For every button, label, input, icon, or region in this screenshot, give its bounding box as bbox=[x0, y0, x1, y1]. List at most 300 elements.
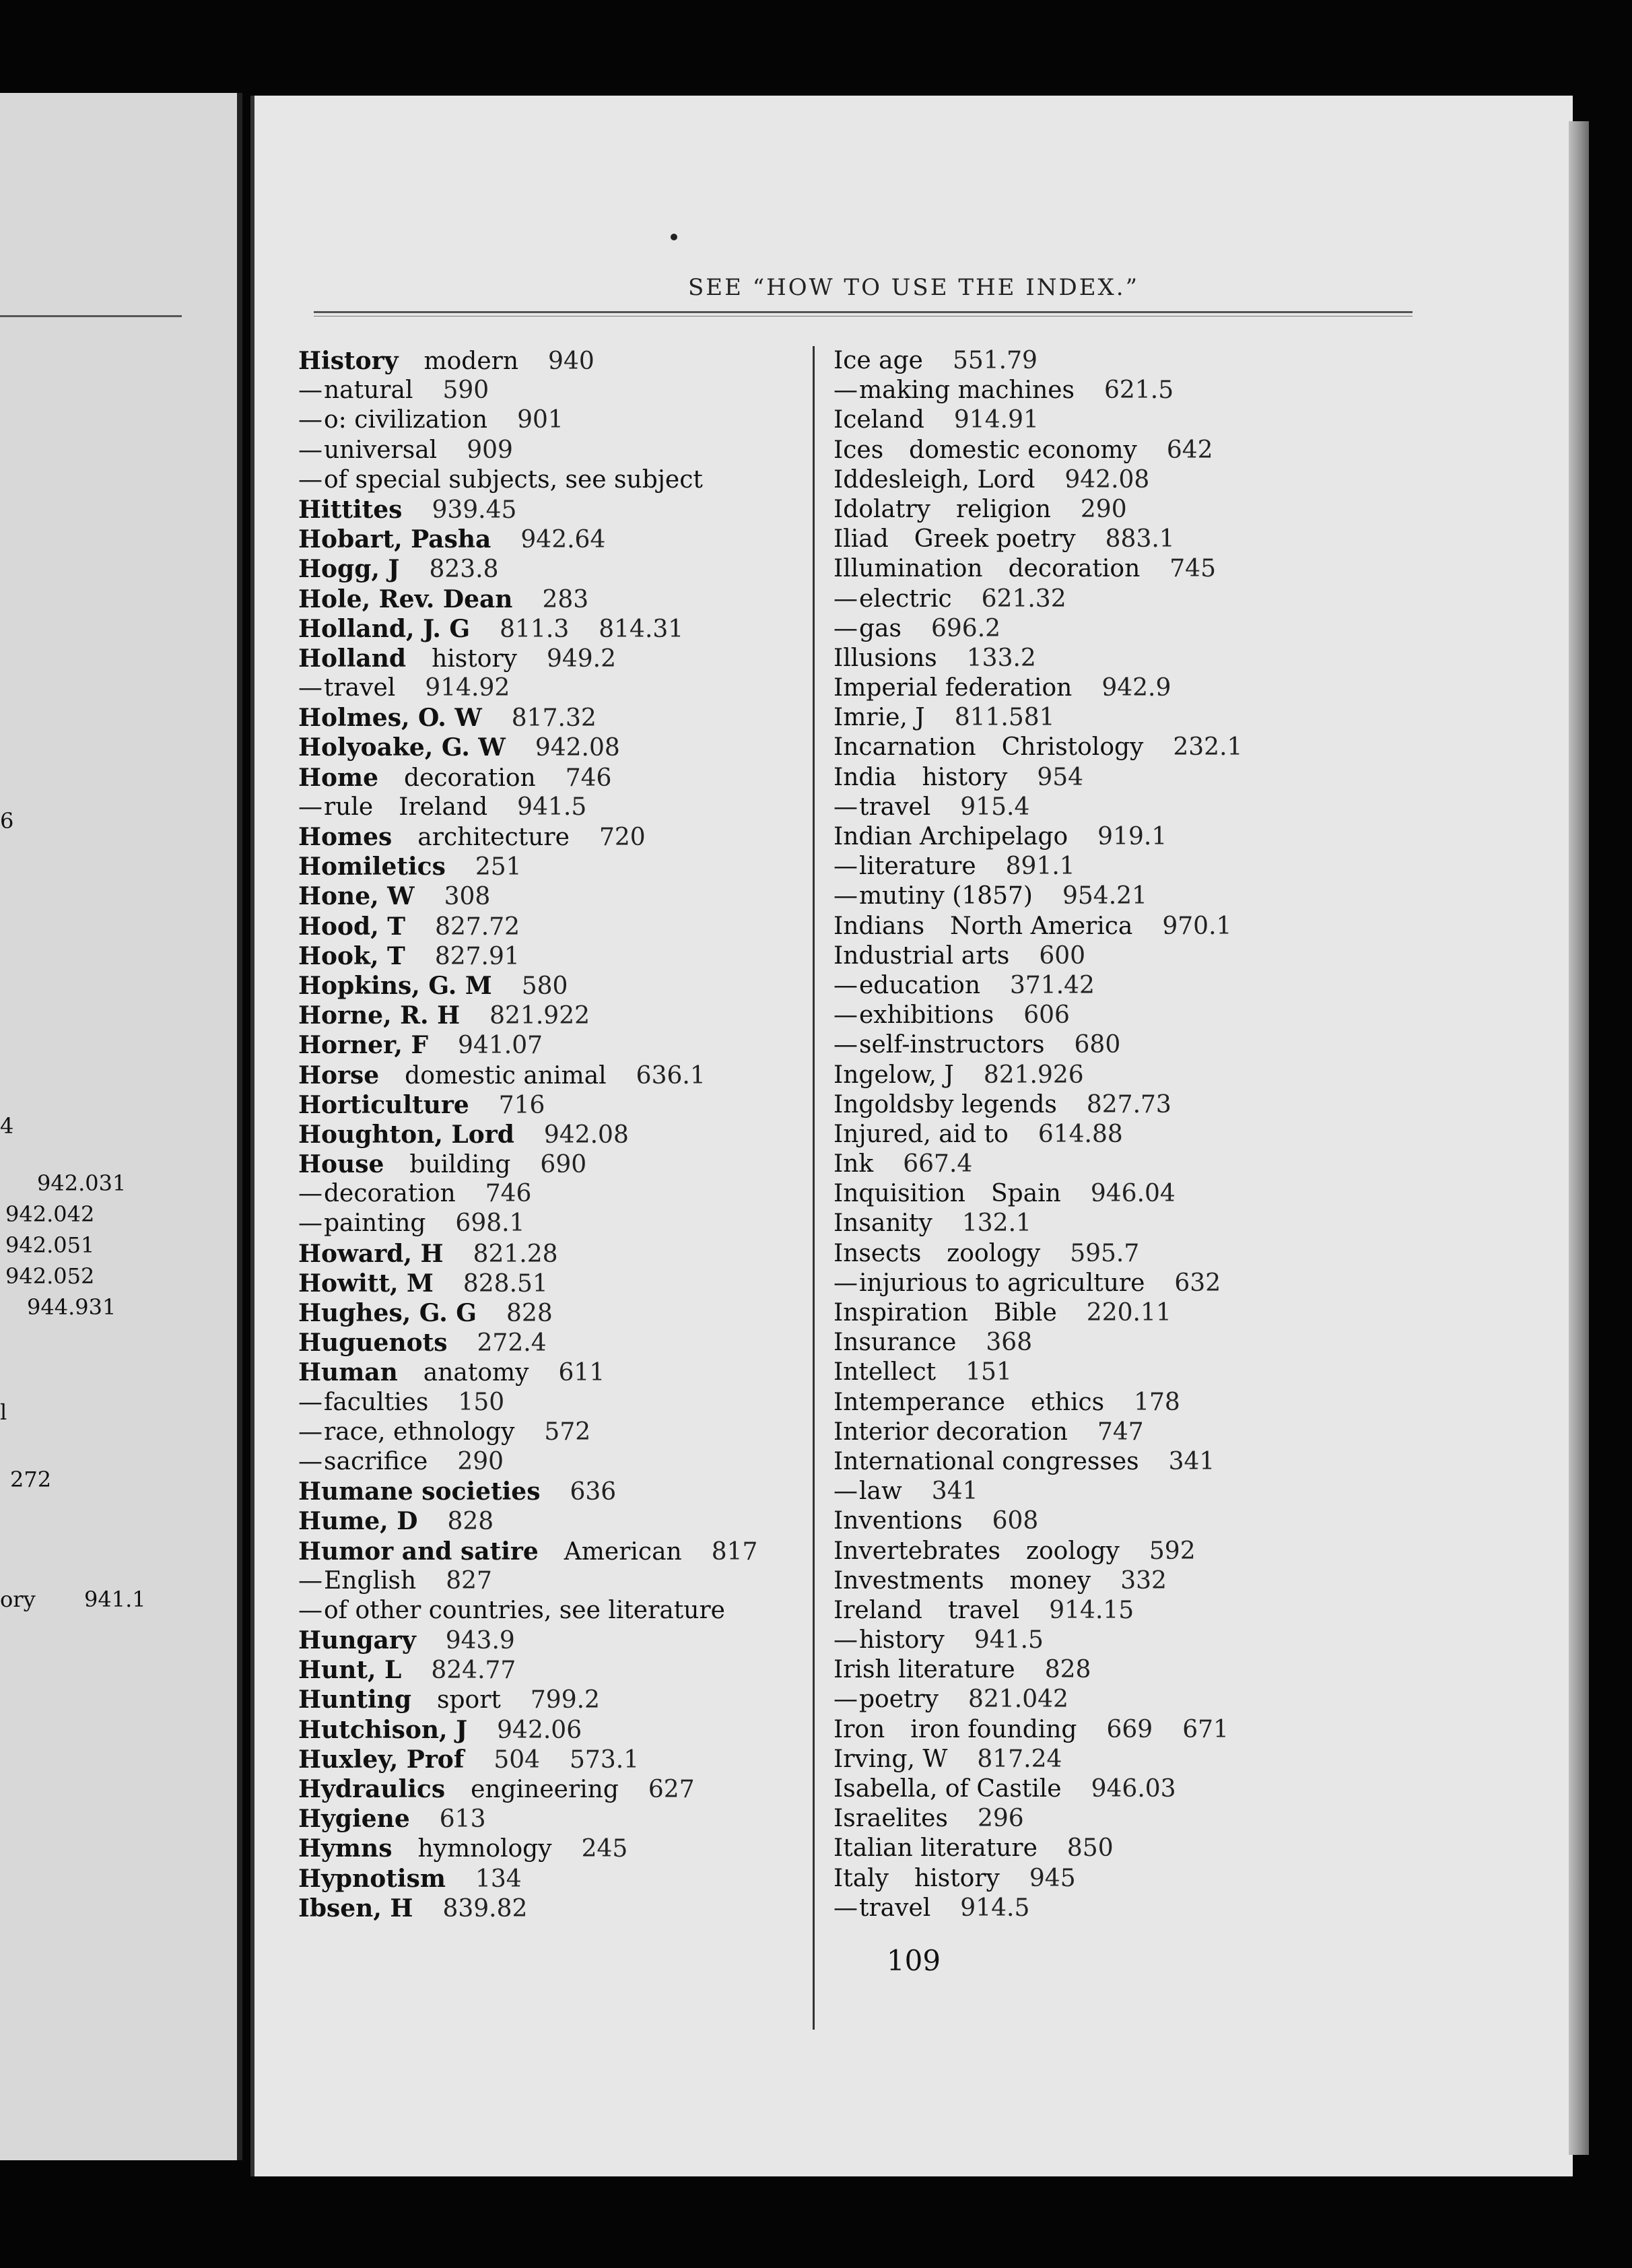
facing-page-fragment: 944.931 bbox=[27, 1294, 116, 1320]
index-entry bbox=[834, 1179, 1480, 1209]
entry-term: painting bbox=[324, 1209, 426, 1238]
index-entry bbox=[834, 1537, 1480, 1566]
index-page bbox=[250, 96, 1573, 2176]
entry-dash: — bbox=[298, 674, 322, 702]
index-entry bbox=[834, 1030, 1480, 1060]
entry-term: Homes bbox=[298, 823, 393, 851]
classification-number: 627 bbox=[648, 1776, 695, 1803]
entry-term: Illusions bbox=[834, 644, 937, 672]
classification-number: 828.51 bbox=[463, 1269, 548, 1298]
entry-term: International congresses bbox=[834, 1447, 1139, 1475]
classification-number: 850 bbox=[1066, 1834, 1114, 1863]
classification-number: 914.15 bbox=[1049, 1596, 1134, 1624]
index-entry bbox=[298, 1864, 783, 1894]
entry-term: sacrifice bbox=[324, 1447, 428, 1475]
entry-subject: Spain bbox=[990, 1180, 1061, 1208]
entry-dash: — bbox=[834, 882, 858, 910]
entry-term: Indian Archipelago bbox=[834, 823, 1068, 850]
entry-term: Inspiration bbox=[834, 1299, 968, 1327]
entry-term: Italian literature bbox=[834, 1834, 1038, 1863]
entry-dash: — bbox=[298, 1566, 322, 1595]
entry-term: Invertebrates bbox=[834, 1537, 1000, 1565]
index-entry bbox=[834, 1626, 1480, 1655]
entry-subject: decoration bbox=[1008, 555, 1141, 583]
classification-number: 636 bbox=[570, 1478, 617, 1506]
index-entry bbox=[298, 1477, 783, 1506]
entry-term: Hook, T bbox=[298, 941, 405, 970]
index-entry bbox=[298, 614, 783, 644]
index-entry bbox=[834, 1566, 1480, 1596]
entry-term: of other countries, see literature bbox=[324, 1596, 725, 1624]
entry-term: Interior decoration bbox=[834, 1418, 1068, 1446]
index-entry bbox=[834, 376, 1480, 405]
index-entry bbox=[298, 1506, 783, 1536]
classification-number: 817.32 bbox=[511, 704, 597, 733]
index-entry bbox=[298, 1626, 783, 1655]
entry-subject: hymnology bbox=[417, 1835, 552, 1863]
classification-number: 290 bbox=[457, 1447, 504, 1475]
index-entry bbox=[298, 376, 783, 405]
entry-term: Hopkins, G. M bbox=[298, 971, 492, 1000]
entry-term: Indians bbox=[834, 912, 925, 940]
classification-number: 632 bbox=[1174, 1269, 1221, 1297]
entry-term: Horse bbox=[298, 1061, 380, 1090]
classification-number: 368 bbox=[986, 1329, 1033, 1357]
classification-number: 600 bbox=[1039, 941, 1086, 970]
classification-number: 592 bbox=[1149, 1537, 1196, 1565]
entry-term: Humor and satire bbox=[298, 1537, 539, 1566]
index-entry bbox=[834, 822, 1480, 852]
index-entry bbox=[834, 793, 1480, 822]
classification-number: 942.64 bbox=[520, 526, 606, 554]
entry-dash: — bbox=[834, 614, 858, 642]
index-column-right bbox=[834, 346, 1480, 1923]
entry-term: Israelites bbox=[834, 1805, 948, 1833]
index-entry bbox=[834, 1239, 1480, 1269]
index-entry bbox=[834, 703, 1480, 733]
index-entry bbox=[834, 1388, 1480, 1418]
entry-term: natural bbox=[324, 376, 413, 405]
index-entry bbox=[834, 1061, 1480, 1090]
classification-number: 827 bbox=[446, 1566, 492, 1595]
index-entry bbox=[834, 1090, 1480, 1120]
facing-page-fragment: 4 bbox=[0, 1113, 14, 1139]
entry-term: travel bbox=[859, 793, 931, 821]
index-entry bbox=[298, 1120, 783, 1149]
column-divider bbox=[813, 346, 815, 2030]
entry-dash: — bbox=[834, 971, 858, 999]
entry-term: faculties bbox=[324, 1388, 429, 1416]
entry-term: Incarnation bbox=[834, 733, 976, 762]
classification-number: 696.2 bbox=[930, 614, 1001, 642]
entry-term: Hogg, J bbox=[298, 555, 400, 584]
entry-dash: — bbox=[834, 1031, 858, 1059]
entry-subject: modern bbox=[423, 347, 519, 375]
classification-number: 580 bbox=[521, 972, 568, 1000]
entry-term: Hobart, Pasha bbox=[298, 525, 491, 554]
facing-page-edge bbox=[0, 93, 242, 2160]
entry-term: Hungary bbox=[298, 1626, 416, 1655]
index-entry bbox=[298, 1358, 783, 1387]
classification-number: 608 bbox=[992, 1507, 1039, 1535]
index-entry bbox=[834, 852, 1480, 881]
classification-number: 941.5 bbox=[517, 793, 587, 821]
index-entry bbox=[834, 881, 1480, 911]
entry-term: Houghton, Lord bbox=[298, 1120, 514, 1149]
classification-number: 949.2 bbox=[546, 644, 616, 673]
classification-number: 669 bbox=[1106, 1715, 1153, 1743]
index-entry bbox=[834, 465, 1480, 495]
entry-term: Howitt, M bbox=[298, 1269, 434, 1298]
index-entry bbox=[834, 1477, 1480, 1506]
entry-term: universal bbox=[324, 436, 438, 464]
entry-term: Hood, T bbox=[298, 912, 406, 941]
entry-term: making machines bbox=[859, 376, 1075, 405]
entry-term: Hymns bbox=[298, 1834, 393, 1863]
index-entry bbox=[298, 1537, 783, 1566]
index-entry bbox=[834, 733, 1480, 762]
index-entry bbox=[834, 1328, 1480, 1358]
entry-term: exhibitions bbox=[859, 1001, 994, 1030]
entry-term: poetry bbox=[859, 1686, 939, 1714]
index-entry bbox=[834, 763, 1480, 793]
entry-subject: religion bbox=[955, 495, 1051, 523]
index-entry bbox=[298, 1715, 783, 1745]
index-entry bbox=[834, 1774, 1480, 1804]
entry-term: Irish literature bbox=[834, 1656, 1015, 1684]
entry-term: Illumination bbox=[834, 555, 983, 583]
classification-number: 821.28 bbox=[473, 1240, 558, 1268]
entry-term: History bbox=[298, 347, 399, 375]
entry-term: Ingoldsby legends bbox=[834, 1090, 1057, 1119]
index-entry bbox=[298, 912, 783, 941]
entry-term: Isabella, of Castile bbox=[834, 1775, 1062, 1803]
entry-term: Hunt, L bbox=[298, 1656, 402, 1685]
index-entry bbox=[298, 1685, 783, 1714]
index-entry bbox=[298, 1001, 783, 1030]
entry-term: self-instructors bbox=[859, 1031, 1045, 1059]
classification-number: 883.1 bbox=[1105, 525, 1175, 554]
index-entry bbox=[834, 1001, 1480, 1030]
entry-term: electric bbox=[859, 585, 952, 613]
classification-number: 341 bbox=[1168, 1447, 1215, 1475]
classification-number: 667.4 bbox=[903, 1150, 973, 1178]
index-entry bbox=[834, 495, 1480, 525]
entry-term: Hypnotism bbox=[298, 1864, 446, 1893]
entry-term: Investments bbox=[834, 1566, 984, 1595]
index-entry bbox=[834, 585, 1480, 614]
entry-dash: — bbox=[298, 465, 322, 494]
classification-number: 642 bbox=[1166, 436, 1213, 464]
running-head: SEE “HOW TO USE THE INDEX.” bbox=[688, 274, 1139, 301]
entry-term: Insects bbox=[834, 1239, 922, 1267]
entry-term: mutiny (1857) bbox=[859, 882, 1033, 910]
classification-number: 940 bbox=[548, 347, 594, 375]
classification-number: 746 bbox=[485, 1180, 532, 1208]
index-entry bbox=[298, 346, 783, 376]
classification-number: 954 bbox=[1037, 763, 1084, 791]
classification-number: 551.79 bbox=[952, 347, 1038, 374]
entry-term: gas bbox=[859, 614, 902, 642]
index-entry bbox=[834, 1596, 1480, 1626]
entry-dash: — bbox=[834, 585, 858, 613]
entry-term: Hume, D bbox=[298, 1507, 418, 1536]
classification-number: 942.08 bbox=[535, 734, 620, 762]
entry-term: Humane societies bbox=[298, 1477, 541, 1506]
facing-page-rule bbox=[0, 315, 182, 317]
entry-dash: — bbox=[298, 1209, 322, 1238]
classification-number: 827.72 bbox=[435, 912, 520, 941]
index-entry bbox=[298, 852, 783, 881]
index-entry bbox=[298, 1179, 783, 1209]
index-entry bbox=[834, 1834, 1480, 1863]
page-number: 109 bbox=[886, 1944, 941, 1977]
entry-term: Intellect bbox=[834, 1358, 937, 1387]
classification-number: 909 bbox=[467, 436, 513, 464]
entry-term: travel bbox=[859, 1894, 931, 1922]
entry-term: rule bbox=[324, 793, 374, 821]
entry-term: Home bbox=[298, 763, 379, 792]
entry-term: Intemperance bbox=[834, 1388, 1005, 1416]
entry-subject: engineering bbox=[471, 1776, 619, 1803]
classification-number: 573.1 bbox=[570, 1745, 640, 1774]
index-entry bbox=[834, 1894, 1480, 1923]
index-entry bbox=[298, 1834, 783, 1863]
entry-term: Ink bbox=[834, 1150, 874, 1178]
classification-number: 251 bbox=[475, 853, 522, 881]
classification-number: 827.91 bbox=[434, 942, 520, 970]
entry-term: Iliad bbox=[834, 525, 889, 554]
classification-number: 332 bbox=[1120, 1566, 1167, 1595]
entry-dash: — bbox=[298, 406, 322, 434]
classification-number: 151 bbox=[965, 1358, 1012, 1387]
entry-term: travel bbox=[324, 674, 396, 702]
index-entry bbox=[834, 1655, 1480, 1685]
entry-term: Howard, H bbox=[298, 1239, 444, 1268]
entry-subject: architecture bbox=[417, 824, 570, 851]
entry-term: Iceland bbox=[834, 406, 924, 434]
entry-dash: — bbox=[834, 853, 858, 881]
facing-page-fragment: ory bbox=[0, 1587, 36, 1612]
classification-number: 621.5 bbox=[1104, 376, 1174, 405]
index-entry bbox=[298, 1388, 783, 1418]
entry-dash: — bbox=[834, 793, 858, 821]
entry-dash: — bbox=[834, 1269, 858, 1297]
entry-term: law bbox=[859, 1477, 902, 1506]
entry-subject: sport bbox=[437, 1686, 501, 1714]
index-entry bbox=[298, 465, 783, 495]
index-entry bbox=[834, 1120, 1480, 1149]
index-entry bbox=[298, 1804, 783, 1834]
index-entry bbox=[298, 1061, 783, 1090]
entry-term: Hydraulics bbox=[298, 1775, 446, 1803]
classification-number: 814.31 bbox=[599, 615, 684, 643]
index-entry bbox=[298, 436, 783, 465]
entry-dash: — bbox=[298, 793, 322, 821]
classification-number: 341 bbox=[931, 1477, 978, 1506]
classification-number: 504 bbox=[494, 1745, 541, 1774]
index-entry bbox=[834, 525, 1480, 554]
entry-subject: anatomy bbox=[423, 1359, 529, 1387]
page-edge bbox=[1569, 121, 1589, 2155]
classification-number: 942.06 bbox=[497, 1716, 582, 1744]
index-entry bbox=[298, 1596, 783, 1626]
facing-page-fragment: l bbox=[0, 1399, 7, 1425]
entry-term: Horne, R. H bbox=[298, 1001, 461, 1030]
entry-term: Horticulture bbox=[298, 1090, 469, 1119]
classification-number: 939.45 bbox=[432, 496, 517, 524]
classification-number: 745 bbox=[1169, 555, 1216, 583]
entry-dash: — bbox=[834, 1894, 858, 1922]
entry-subject: iron founding bbox=[910, 1715, 1077, 1743]
index-column-left bbox=[298, 346, 783, 1923]
index-entry bbox=[834, 614, 1480, 644]
entry-subject: domestic animal bbox=[405, 1061, 607, 1090]
entry-term: Hygiene bbox=[298, 1805, 410, 1834]
classification-number: 823.8 bbox=[429, 556, 499, 584]
classification-number: 839.82 bbox=[442, 1894, 528, 1923]
index-entry bbox=[298, 1269, 783, 1298]
entry-term: Industrial arts bbox=[834, 941, 1010, 970]
entry-term: Hone, W bbox=[298, 882, 415, 911]
index-entry bbox=[298, 585, 783, 614]
entry-subject: history bbox=[432, 644, 517, 673]
entry-dash: — bbox=[298, 436, 322, 464]
entry-term: injurious to agriculture bbox=[859, 1269, 1145, 1297]
classification-number: 941.07 bbox=[458, 1032, 543, 1060]
facing-page-fragment: 941.1 bbox=[84, 1587, 146, 1612]
entry-dash: — bbox=[834, 1686, 858, 1714]
classification-number: 611 bbox=[558, 1359, 605, 1387]
index-entry bbox=[834, 405, 1480, 435]
index-entry bbox=[298, 405, 783, 435]
index-entry bbox=[834, 1715, 1480, 1745]
index-entry bbox=[298, 1149, 783, 1179]
entry-term: history bbox=[859, 1626, 945, 1655]
classification-number: 595.7 bbox=[1070, 1239, 1140, 1267]
index-entry bbox=[298, 763, 783, 793]
classification-number: 799.2 bbox=[530, 1686, 600, 1714]
entry-subject: American bbox=[564, 1537, 682, 1566]
entry-dash: — bbox=[298, 1447, 322, 1475]
index-entry bbox=[834, 673, 1480, 703]
classification-number: 919.1 bbox=[1097, 823, 1167, 850]
classification-number: 606 bbox=[1023, 1001, 1070, 1030]
classification-number: 232.1 bbox=[1173, 733, 1243, 762]
classification-number: 132.1 bbox=[961, 1209, 1031, 1238]
index-entry bbox=[834, 1149, 1480, 1179]
classification-number: 828 bbox=[506, 1300, 553, 1327]
classification-number: 716 bbox=[498, 1091, 545, 1119]
classification-number: 942.08 bbox=[1064, 465, 1150, 494]
classification-number: 134 bbox=[475, 1865, 522, 1893]
entry-term: Hittites bbox=[298, 495, 403, 524]
index-entry bbox=[298, 554, 783, 584]
entry-term: Inquisition bbox=[834, 1180, 965, 1208]
entry-subject: Greek poetry bbox=[914, 525, 1076, 554]
classification-number: 290 bbox=[1080, 495, 1127, 523]
entry-subject: Bible bbox=[993, 1299, 1057, 1327]
entry-term: Hutchison, J bbox=[298, 1715, 468, 1744]
index-entry bbox=[834, 1447, 1480, 1477]
entry-term: o: civilization bbox=[324, 406, 488, 434]
entry-term: Ibsen, H bbox=[298, 1894, 413, 1923]
entry-subject: building bbox=[409, 1151, 511, 1179]
entry-term: education bbox=[859, 971, 980, 999]
classification-number: 821.922 bbox=[489, 1002, 590, 1030]
index-entry bbox=[298, 822, 783, 852]
classification-number: 178 bbox=[1134, 1388, 1180, 1416]
facing-page-fragment: 942.052 bbox=[5, 1263, 95, 1289]
entry-term: of special subjects, see subject bbox=[324, 465, 703, 494]
entry-term: Holland, J. G bbox=[298, 614, 471, 643]
classification-number: 747 bbox=[1097, 1418, 1144, 1446]
index-entry bbox=[298, 1655, 783, 1685]
index-entry bbox=[298, 1774, 783, 1804]
entry-term: Holmes, O. W bbox=[298, 704, 482, 733]
entry-dash: — bbox=[298, 1596, 322, 1624]
index-entry bbox=[298, 793, 783, 822]
classification-number: 150 bbox=[458, 1388, 505, 1416]
classification-number: 746 bbox=[565, 764, 612, 792]
classification-number: 817.24 bbox=[977, 1745, 1062, 1773]
index-entry bbox=[298, 1894, 783, 1923]
entry-subject: Christology bbox=[1001, 733, 1144, 762]
index-entry bbox=[298, 1090, 783, 1120]
index-entry bbox=[834, 1269, 1480, 1298]
entry-subject: travel bbox=[947, 1596, 1020, 1624]
classification-number: 914.5 bbox=[960, 1894, 1030, 1922]
classification-number: 824.77 bbox=[431, 1657, 516, 1685]
classification-number: 308 bbox=[444, 883, 491, 911]
classification-number: 827.73 bbox=[1086, 1090, 1171, 1119]
entry-subject: ethics bbox=[1031, 1388, 1105, 1416]
entry-dash: — bbox=[834, 1001, 858, 1030]
classification-number: 296 bbox=[977, 1805, 1024, 1833]
index-entry bbox=[834, 912, 1480, 941]
entry-subject: zoology bbox=[1026, 1537, 1120, 1565]
index-entry bbox=[298, 1418, 783, 1447]
entry-term: Hole, Rev. Dean bbox=[298, 585, 513, 613]
entry-subject: zoology bbox=[947, 1239, 1041, 1267]
index-entry bbox=[834, 1358, 1480, 1387]
entry-subject: money bbox=[1009, 1566, 1091, 1595]
index-entry bbox=[298, 1298, 783, 1328]
index-entry bbox=[298, 1447, 783, 1477]
classification-number: 283 bbox=[542, 585, 589, 613]
index-entry bbox=[834, 1209, 1480, 1238]
classification-number: 891.1 bbox=[1005, 853, 1075, 881]
classification-number: 970.1 bbox=[1162, 912, 1232, 940]
classification-number: 942.08 bbox=[543, 1121, 629, 1149]
index-entry bbox=[834, 1685, 1480, 1714]
classification-number: 690 bbox=[540, 1151, 587, 1179]
classification-number: 680 bbox=[1074, 1031, 1121, 1059]
entry-term: Ingelow, J bbox=[834, 1061, 954, 1089]
entry-term: House bbox=[298, 1150, 384, 1179]
index-entry bbox=[298, 733, 783, 762]
entry-dash: — bbox=[298, 376, 322, 405]
entry-term: Ireland bbox=[834, 1596, 922, 1624]
entry-dash: — bbox=[834, 1477, 858, 1506]
classification-number: 914.91 bbox=[953, 406, 1039, 434]
classification-number: 915.4 bbox=[960, 793, 1030, 821]
facing-page-fragment: 942.042 bbox=[5, 1201, 95, 1227]
index-entry bbox=[298, 495, 783, 525]
index-entry bbox=[298, 1239, 783, 1269]
index-entry bbox=[834, 554, 1480, 584]
entry-term: Irving, W bbox=[834, 1745, 948, 1773]
